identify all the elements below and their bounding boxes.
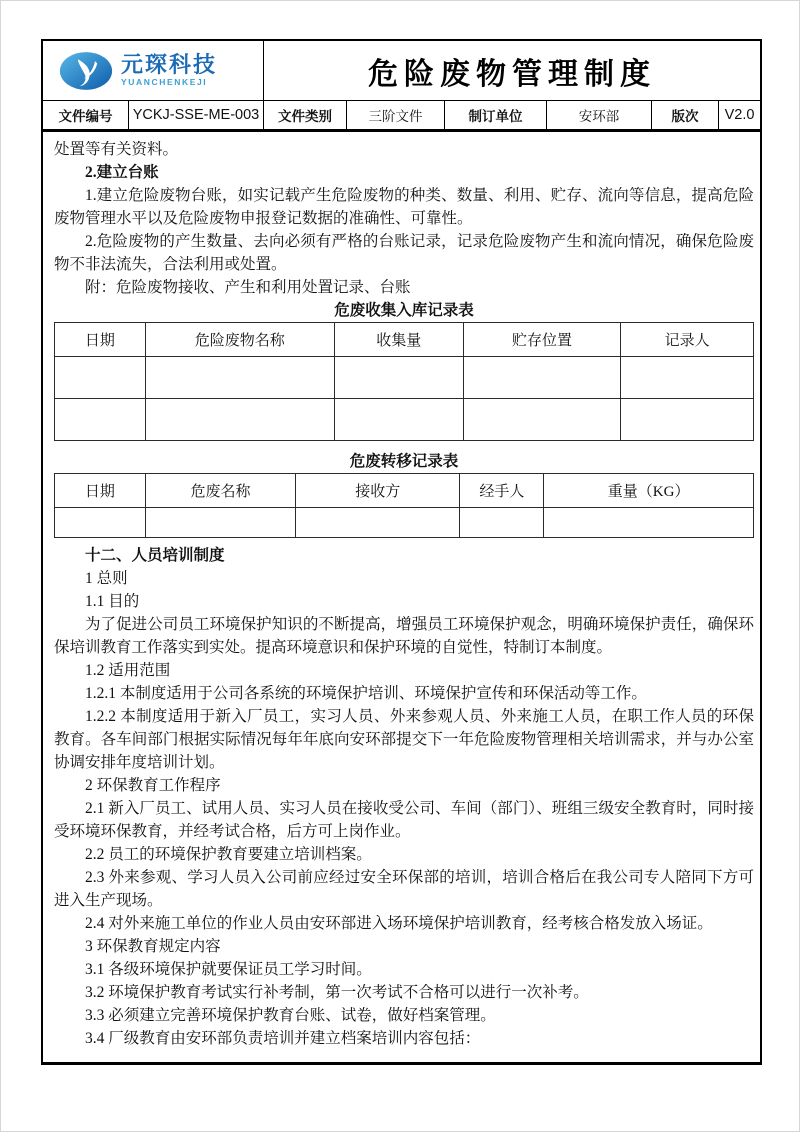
table-header-cell: 日期 xyxy=(55,323,146,357)
table-cell-empty xyxy=(334,357,463,399)
paragraph: 2 环保教育工作程序 xyxy=(85,777,221,794)
paragraph: 3.2 环境保护教育考试实行补考制，第一次考试不合格可以进行一次补考。 xyxy=(85,984,589,1001)
table-cell-empty xyxy=(296,508,460,538)
table-header-cell: 收集量 xyxy=(334,323,463,357)
meta-value-issuing-dept: 安环部 xyxy=(547,101,652,129)
meta-label-file-number: 文件编号 xyxy=(43,101,129,129)
table-header-cell: 经手人 xyxy=(460,474,544,508)
table-header-row xyxy=(55,474,754,508)
paragraph: 3 环保教育规定内容 xyxy=(85,938,221,955)
meta-label-file-category: 文件类别 xyxy=(264,101,347,129)
doc-content xyxy=(43,132,760,1060)
table-row xyxy=(55,357,754,399)
table-cell-empty xyxy=(55,508,146,538)
table-cell-empty xyxy=(55,357,146,399)
paragraph: 2.3 外来参观、学习人员入公司前应经过安全环保部的培训，培训合格后在我公司专人陪同下方可进入生产现场。 xyxy=(54,869,754,909)
table-cell-empty xyxy=(463,357,620,399)
table-header-cell: 危险废物名称 xyxy=(145,323,334,357)
table-title-collection: 危废收集入库记录表 xyxy=(334,302,474,319)
table-row xyxy=(55,508,754,538)
table-cell-empty xyxy=(463,399,620,441)
meta-value-version: V2.0 xyxy=(724,107,755,123)
doc-meta-row xyxy=(43,101,760,132)
paragraph: 附：危险废物接收、产生和利用处置记录、台账 xyxy=(85,279,411,296)
table-cell-empty xyxy=(334,399,463,441)
paragraph: 3.3 必须建立完善环境保护教育台账、试卷，做好档案管理。 xyxy=(85,1007,496,1024)
section-heading: 2.建立台账 xyxy=(85,164,159,181)
logo-en-text: YUANCHENKEJI xyxy=(121,77,208,88)
training-section xyxy=(54,544,754,1050)
table-cell-empty xyxy=(544,508,754,538)
paragraph: 2.1 新入厂员工、试用人员、实习人员在接收受公司、车间（部门）、班组三级安全教育时，同时接受环境环保教育，并经考试合格，后方可上岗作业。 xyxy=(54,800,754,840)
paragraph: 2.2 员工的环境保护教育要建立培训档案。 xyxy=(85,846,372,863)
logo-text xyxy=(121,54,217,87)
company-logo xyxy=(43,41,264,100)
table-header-cell: 记录人 xyxy=(621,323,754,357)
table-cell-empty xyxy=(145,357,334,399)
meta-label-issuing-dept: 制订单位 xyxy=(445,101,547,129)
table-cell-empty xyxy=(460,508,544,538)
paragraph: 2.4 对外来施工单位的作业人员由安环部进入场环境保护培训教育，经考核合格发放入场证。 xyxy=(85,915,713,932)
table-header-cell: 危废名称 xyxy=(145,474,295,508)
table-title-transfer: 危废转移记录表 xyxy=(349,453,459,470)
table-cell-empty xyxy=(145,399,334,441)
table-header-cell: 贮存位置 xyxy=(463,323,620,357)
logo-zh-text: 元琛科技 xyxy=(121,52,218,78)
paragraph: 1.2.2 本制度适用于新入厂员工，实习人员、外来参观人员、外来施工人员，在职工作人员的环保教育。各车间部门根据实际情况每年年底向安环部提交下一年危险废物管理相关培训需求，并与办公室协调安排年度培训计划。 xyxy=(54,708,754,771)
logo-mark-icon xyxy=(59,51,113,91)
table-cell-empty xyxy=(145,508,295,538)
paragraph: 为了促进公司员工环境保护知识的不断提高，增强员工环境保护观念，明确环境保护责任，确保环保培训教育工作落实到实处。提高环境意识和保护环境的自觉性，特制订本制度。 xyxy=(54,616,754,656)
chapter-heading: 十二、人员培训制度 xyxy=(85,547,225,564)
paragraph: 2.危险废物的产生数量、去向必须有严格的台账记录，记录危险废物产生和流向情况，确保危险废物不非法流失，合法利用或处置。 xyxy=(54,233,754,273)
table-header-cell: 日期 xyxy=(55,474,146,508)
paragraph: 3.4 厂级教育由安环部负责培训并建立档案培训内容包括： xyxy=(85,1030,481,1047)
title-cell xyxy=(264,41,760,100)
table-row xyxy=(55,399,754,441)
paragraph: 1.2 适用范围 xyxy=(85,662,171,679)
meta-value-file-category: 三阶文件 xyxy=(347,101,445,129)
page-title: 危险废物管理制度 xyxy=(368,57,656,91)
meta-label-version: 版次 xyxy=(652,101,719,129)
table-cell-empty xyxy=(621,357,754,399)
paragraph: 3.1 各级环境保护就要保证员工学习时间。 xyxy=(85,961,372,978)
collection-record-table xyxy=(54,322,754,441)
paragraph: 1.建立危险废物台账，如实记载产生危险废物的种类、数量、利用、贮存、流向等信息，提高危险废物管理水平以及危险废物申报登记数据的准确性、可靠性。 xyxy=(54,187,754,227)
table-header-cell: 接收方 xyxy=(296,474,460,508)
paragraph: 处置等有关资料。 xyxy=(54,141,179,158)
doc-header xyxy=(43,41,760,101)
doc-frame xyxy=(41,39,762,1065)
transfer-record-table xyxy=(54,473,754,538)
table-header-cell: 重量（KG） xyxy=(544,474,754,508)
table-cell-empty xyxy=(55,399,146,441)
table-header-row xyxy=(55,323,754,357)
paragraph: 1 总则 xyxy=(85,570,128,587)
paragraph: 1.2.1 本制度适用于公司各系统的环境保护培训、环境保护宣传和环保活动等工作。 xyxy=(85,685,647,702)
paragraph: 1.1 目的 xyxy=(85,593,140,610)
table-cell-empty xyxy=(621,399,754,441)
meta-value-file-number: YCKJ-SSE-ME-003 xyxy=(129,101,264,129)
